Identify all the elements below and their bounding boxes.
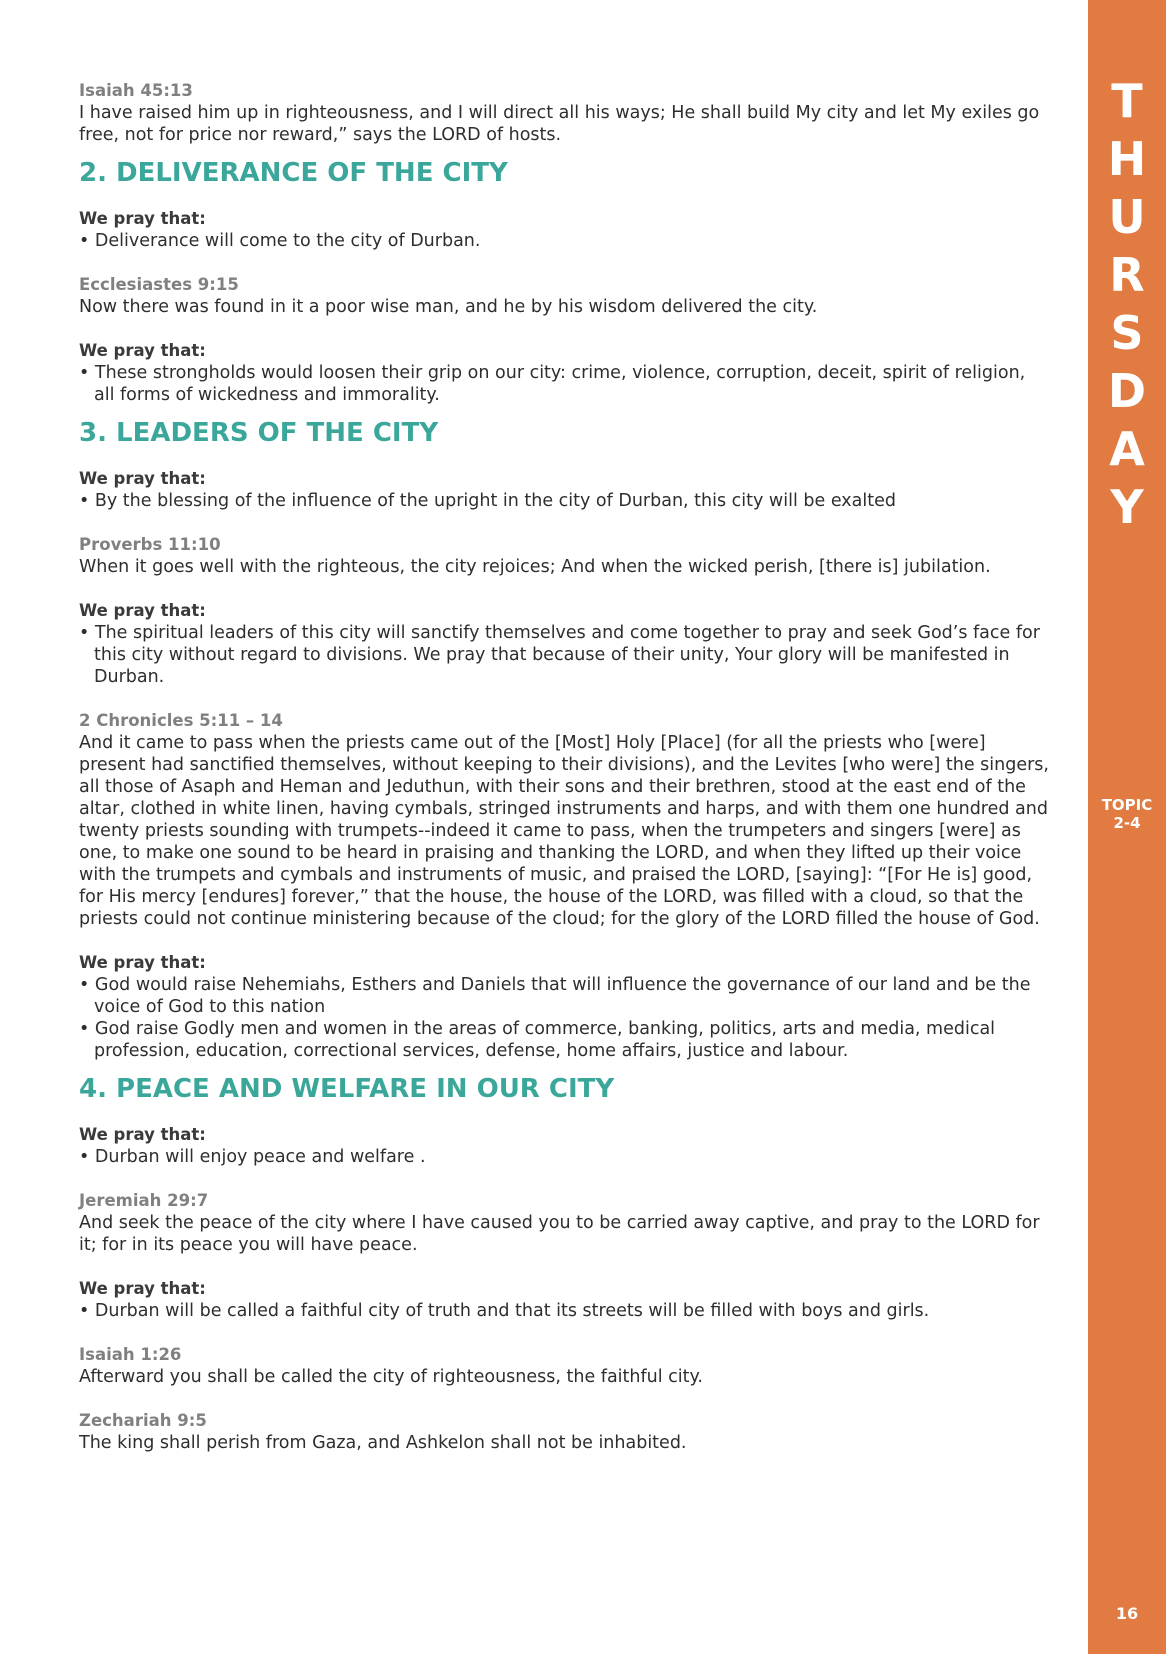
topic-range: 2-4 xyxy=(1113,814,1141,832)
day-letter: H xyxy=(1107,132,1147,186)
day-letter: S xyxy=(1110,306,1144,360)
day-sidebar xyxy=(1088,0,1166,1654)
section-heading-leaders: 3. LEADERS OF THE CITY xyxy=(79,418,439,448)
topic-label: TOPIC xyxy=(1101,796,1153,814)
prayer-label: We pray that: xyxy=(79,341,206,360)
scripture-text: The king shall perish from Gaza, and Ashkelon shall not be inhabited. xyxy=(79,1433,687,1453)
day-letter: D xyxy=(1107,364,1147,418)
day-letter: A xyxy=(1109,422,1145,476)
scripture-reference: Isaiah 1:26 xyxy=(79,1345,182,1364)
page-content xyxy=(79,80,1051,1454)
section-heading-deliverance: 2. DELIVERANCE OF THE CITY xyxy=(79,158,508,188)
scripture-reference: Isaiah 45:13 xyxy=(79,81,193,100)
day-title xyxy=(1088,72,1166,536)
topic-badge xyxy=(1088,796,1166,832)
scripture-text: And seek the peace of the city where I have caused you to be carried away captive, and pray to the LORD for it; for in its peace you will have peace. xyxy=(79,1213,1040,1255)
scripture-reference: Jeremiah 29:7 xyxy=(79,1191,209,1210)
section-heading-peace: 4. PEACE AND WELFARE IN OUR CITY xyxy=(79,1074,615,1104)
prayer-item: • Durban will enjoy peace and welfare . xyxy=(79,1147,426,1167)
day-letter: Y xyxy=(1110,480,1144,534)
prayer-item: • Deliverance will come to the city of Durban. xyxy=(79,231,481,251)
prayer-label: We pray that: xyxy=(79,1279,206,1298)
prayer-item: • God raise Godly men and women in the areas of commerce, banking, politics, arts and media, medical profession, education, correctional services, defense, home affairs, justice and labour. xyxy=(79,1019,996,1061)
scripture-reference: Proverbs 11:10 xyxy=(79,535,221,554)
day-letter: U xyxy=(1108,190,1146,244)
scripture-text: Now there was found in it a poor wise man, and he by his wisdom delivered the city. xyxy=(79,297,818,317)
prayer-label: We pray that: xyxy=(79,1125,206,1144)
scripture-text: I have raised him up in righteousness, and I will direct all his ways; He shall build My city and let My exiles go free, not for price nor reward,” says the LORD of hosts. xyxy=(79,103,1040,145)
scripture-text: And it came to pass when the priests came out of the [Most] Holy [Place] (for all the priests who [were] present had sanctified themselves, without keeping to their divisions), and the Levites [who were] the singers, all those of Asaph and Heman and Jeduthun, with their sons and their brethren, stood at the east end of the altar, clothed in white linen, having cymbals, stringed instruments and harps, and with them one hundred and twenty priests sounding with trumpets--indeed it came to pass, when the trumpeters and singers [were] as one, to make one sound to be heard in praising and thanking the LORD, and when they lifted up their voice with the trumpets and cymbals and instruments of music, and praised the LORD, [saying]: “[For He is] good, for His mercy [endures] forever,” that the house, the house of the LORD, was filled with a cloud, so that the priests could not continue ministering because of the cloud; for the glory of the LORD filled the house of God. xyxy=(79,733,1049,929)
scripture-text: When it goes well with the righteous, the city rejoices; And when the wicked perish, [there is] jubilation. xyxy=(79,557,991,577)
prayer-label: We pray that: xyxy=(79,469,206,488)
scripture-text: Afterward you shall be called the city of righteousness, the faithful city. xyxy=(79,1367,703,1387)
scripture-reference: 2 Chronicles 5:11 – 14 xyxy=(79,711,283,730)
prayer-item: • Durban will be called a faithful city of truth and that its streets will be filled with boys and girls. xyxy=(79,1301,930,1321)
scripture-reference: Zechariah 9:5 xyxy=(79,1411,207,1430)
scripture-reference: Ecclesiastes 9:15 xyxy=(79,275,239,294)
prayer-item: • These strongholds would loosen their grip on our city: crime, violence, corruption, deceit, spirit of religion, all forms of wickedness and immorality. xyxy=(79,363,1026,405)
prayer-label: We pray that: xyxy=(79,209,206,228)
prayer-item: • The spiritual leaders of this city will sanctify themselves and come together to pray and seek God’s face for this city without regard to divisions. We pray that because of their unity, Your glory will be manifested in Durban. xyxy=(79,623,1040,687)
page-number: 16 xyxy=(1115,1604,1139,1623)
prayer-item: • God would raise Nehemiahs, Esthers and Daniels that will influence the governance of our land and be the voice of God to this nation xyxy=(79,975,1031,1017)
prayer-label: We pray that: xyxy=(79,953,206,972)
prayer-item: • By the blessing of the influence of the upright in the city of Durban, this city will be exalted xyxy=(79,491,896,511)
day-letter: T xyxy=(1111,74,1143,128)
prayer-label: We pray that: xyxy=(79,601,206,620)
day-letter: R xyxy=(1109,248,1145,302)
